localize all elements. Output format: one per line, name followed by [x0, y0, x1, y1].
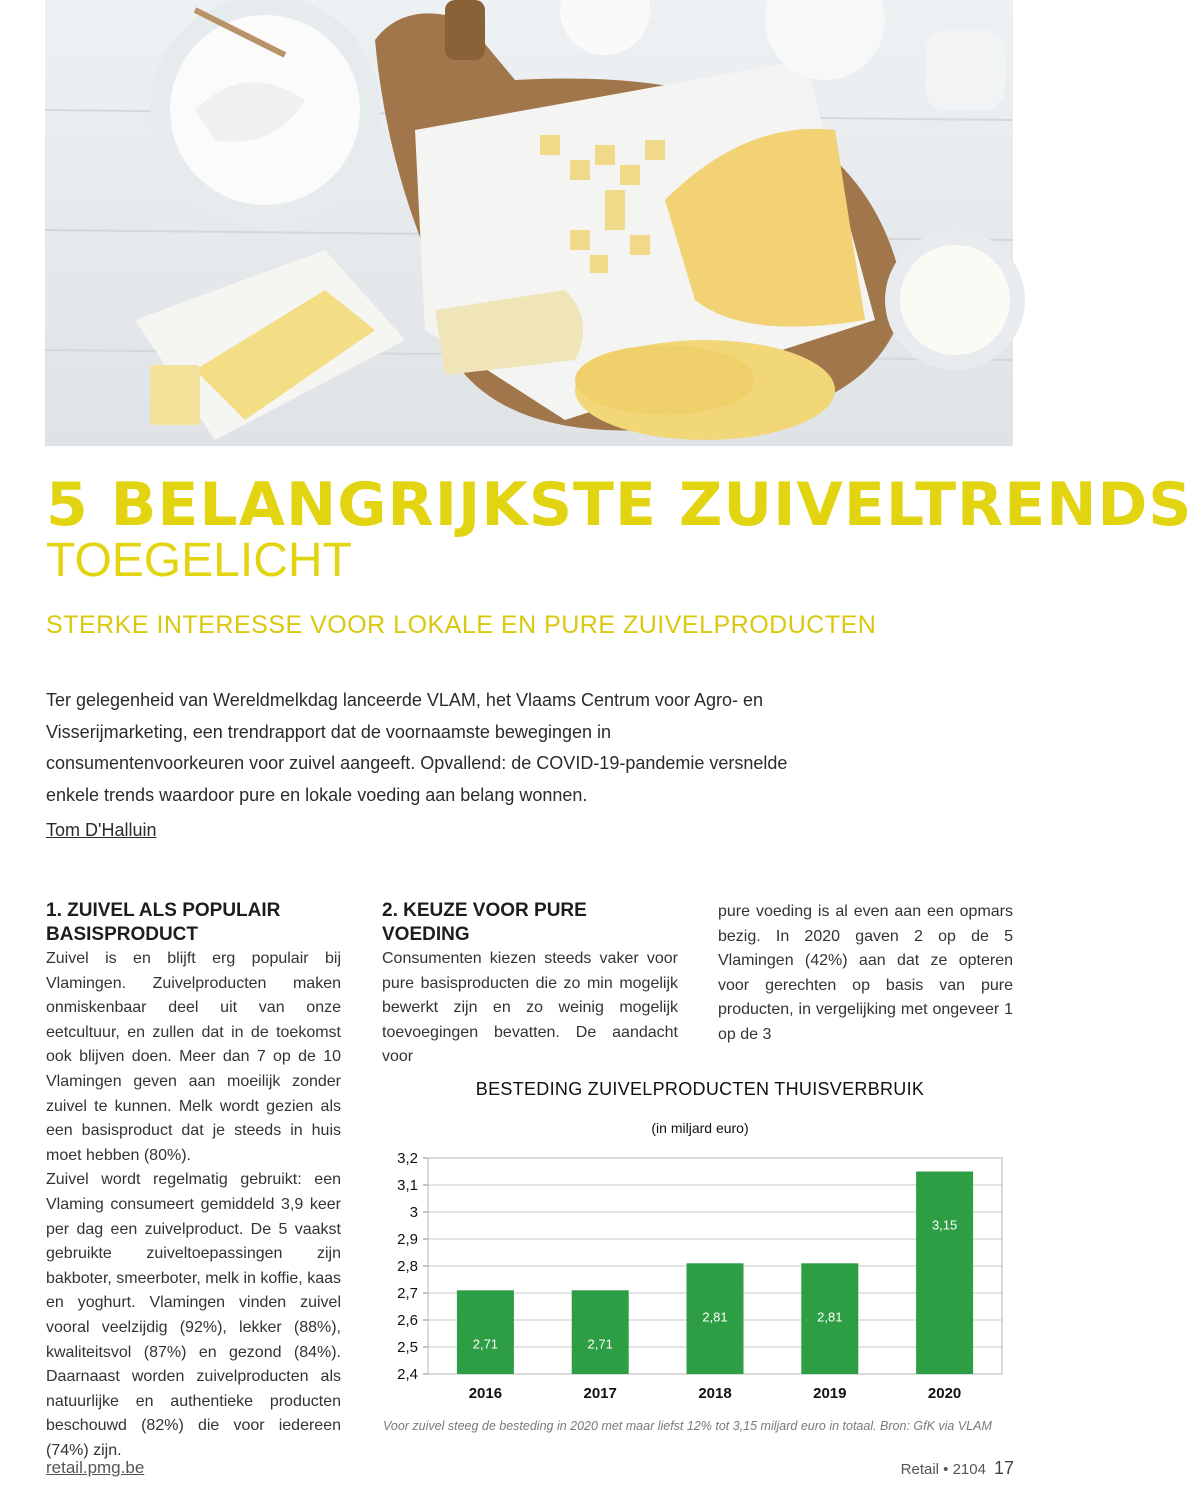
page-footer [901, 1458, 1014, 1479]
article-intro: Ter gelegenheid van Wereldmelkdag lanceerde VLAM, het Vlaams Centrum voor Agro- en Visserijmarketing, een trendrapport dat de voornaamste bewegingen in consumentenvoorkeuren voor zuivel aangeeft. Opvallend: de COVID-19-pandemie versnelde enkele trends waardoor pure en lokale voeding aan belang wonnen. [46, 690, 788, 805]
section-1-paragraph-1: Zuivel is en blijft erg populair bij Vlamingen. Zuivelproducten maken onmiskenbaar deel uit van onze eetcultuur, en zullen dat in de toekomst ook blijven doen. Meer dan 7 op de 10 Vlamingen geven aan moeilijk zonder zuivel te kunnen. Melk wordt gezien als een basisproduct dat je steeds in huis moet hebben (80%). [46, 950, 341, 1164]
y-tick-label: 3 [409, 1204, 418, 1221]
section-2-paragraph-2: pure voeding is al even aan een opmars bezig. In 2020 gaven 2 op de 5 Vlamingen (42%) aan dat ze opteren voor gerechten op basis van pure producten, in vergelijking met ongeveer 1 op de 3 [718, 903, 1013, 1043]
section-2-continued [718, 900, 1013, 1048]
bar-value-label: 2,71 [587, 1336, 613, 1352]
chart-caption: Voor zuivel steeg de besteding in 2020 met maar liefst 12% tot 3,15 miljard euro in totaal. Bron: GfK via VLAM [383, 1419, 992, 1433]
section-2-heading: 2. KEUZE VOOR PURE VOEDING [382, 900, 587, 945]
article-subtitle: STERKE INTERESSE VOOR LOKALE EN PURE ZUIVELPRODUCTEN [46, 611, 877, 639]
y-tick-label: 3,1 [397, 1177, 418, 1194]
issue-label: Retail • 2104 [900, 1461, 986, 1478]
y-tick-label: 2,8 [397, 1258, 418, 1275]
dairy-products-photo [45, 0, 1013, 446]
hero-photo [45, 0, 1013, 446]
chart-unit: (in miljard euro) [651, 1120, 749, 1136]
section-2 [382, 899, 678, 1070]
y-tick-label: 3,2 [397, 1150, 418, 1167]
y-tick-label: 2,7 [397, 1285, 418, 1302]
y-tick-label: 2,5 [397, 1339, 418, 1356]
section-2-paragraph-1: Consumenten kiezen steeds vaker voor pure basisproducten die zo min mogelijk bewerkt zijn en zo weinig mogelijk toevoegingen bevatten. De aandacht voor [382, 950, 678, 1066]
x-tick-label: 2020 [927, 1385, 962, 1402]
y-tick-label: 2,9 [397, 1231, 418, 1248]
author-link[interactable]: Tom D'Halluin [46, 820, 157, 840]
x-tick-label: 2016 [468, 1385, 503, 1402]
bar-value-label: 2,71 [472, 1336, 499, 1352]
chart-title: BESTEDING ZUIVELPRODUCTEN THUISVERBRUIK [475, 1079, 925, 1099]
x-tick-label: 2017 [583, 1385, 617, 1402]
article-title: 5 BELANGRIJKSTE ZUIVELTRENDS [46, 470, 1192, 540]
bar-2016 [457, 1290, 514, 1374]
page-number: 17 [993, 1458, 1014, 1478]
bar-2017 [572, 1290, 629, 1374]
article-title-sub: TOEGELICHT [46, 534, 352, 587]
section-1-heading: 1. ZUIVEL ALS POPULAIR BASISPRODUCT [46, 900, 281, 945]
x-tick-label: 2019 [813, 1385, 847, 1402]
bar-value-label: 2,81 [817, 1309, 843, 1325]
section-1 [46, 899, 341, 1463]
y-tick-label: 2,6 [397, 1312, 418, 1329]
x-tick-label: 2018 [698, 1385, 732, 1402]
website-link[interactable]: retail.pmg.be [46, 1458, 145, 1477]
bar-value-label: 3,15 [931, 1217, 958, 1233]
section-1-paragraph-2: Zuivel wordt regelmatig gebruikt: een Vlaming consumeert gemiddeld 3,9 keer per dag een zuivelproduct. De 5 vaakst gebruikte zuiveltoepassingen zijn bakboter, smeerboter, melk in koffie, kaas en yoghurt. Vlamingen vinden zuivel vooral veelzijdig (92%), lekker (88%), kwaliteitsvol (87%) en gezond (84%). Daarnaast worden zuivelproducten als natuurlijke en authentieke producten beschouwd (82%) die voor iedereen (74%) zijn. [46, 1171, 341, 1459]
spending-bar-chart [380, 1140, 1020, 1410]
y-tick-label: 2,4 [397, 1366, 418, 1383]
bar-2020 [916, 1172, 973, 1375]
bar-value-label: 2,81 [702, 1309, 728, 1325]
